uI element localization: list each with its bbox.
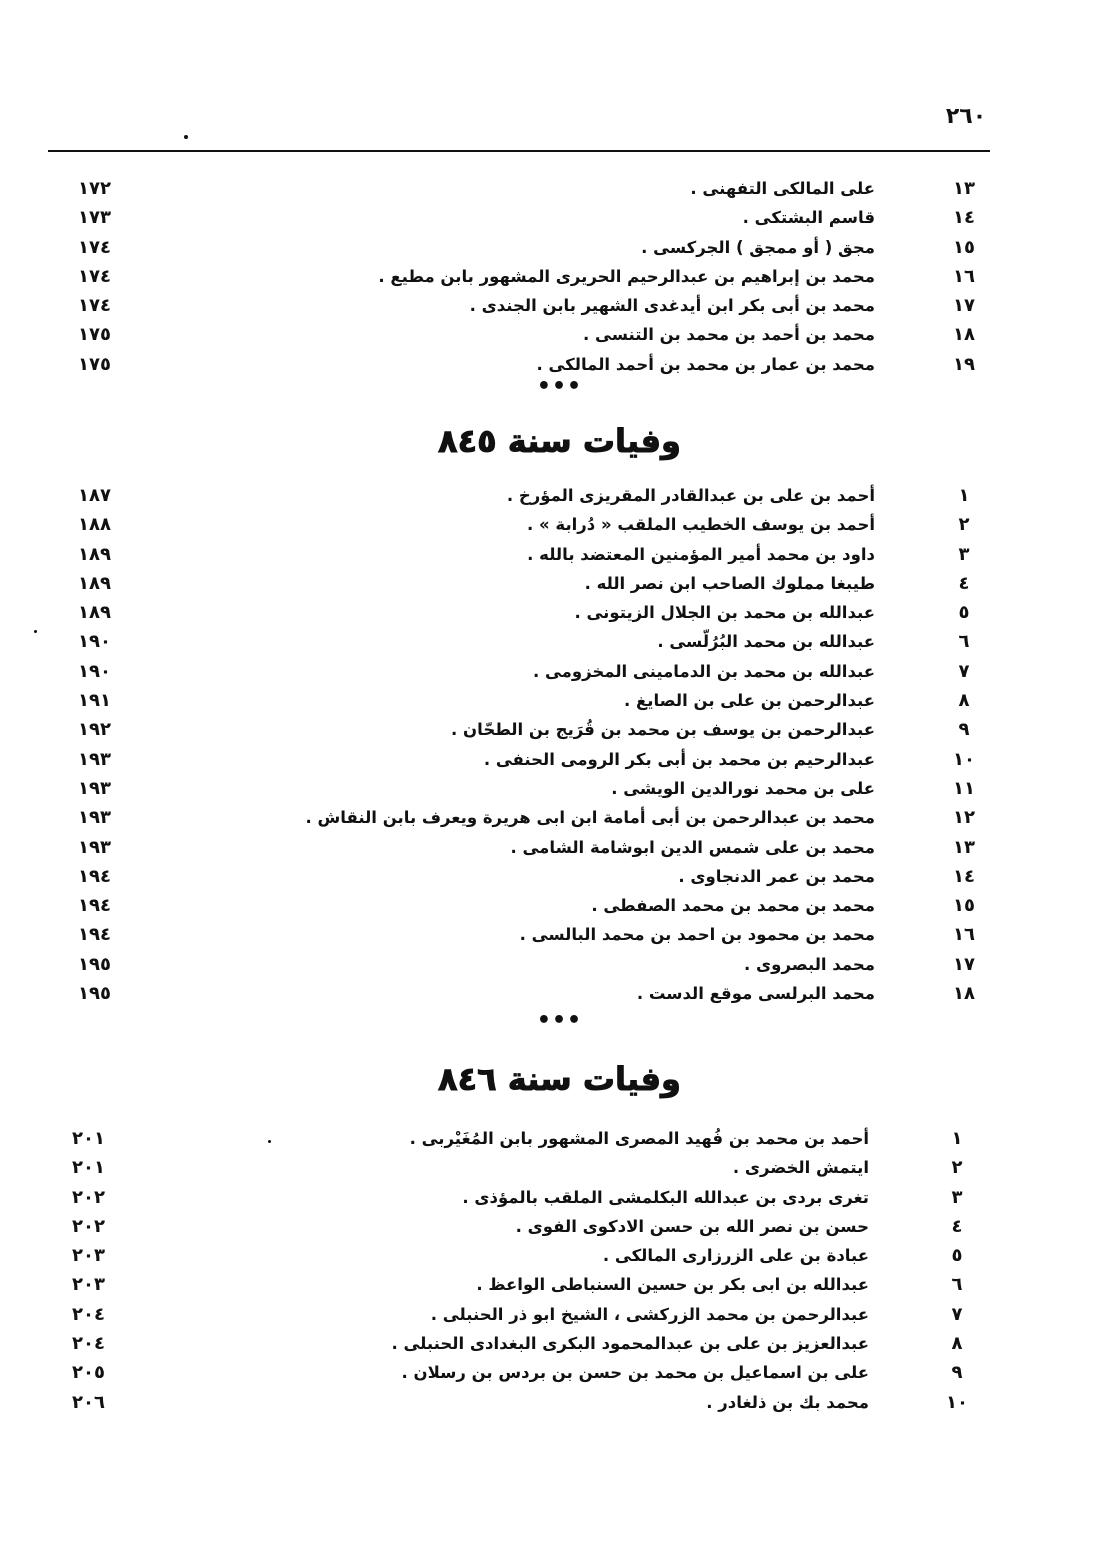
entry-number: ١٢ xyxy=(953,807,975,829)
entry-number: ١ xyxy=(951,1128,963,1149)
list-item xyxy=(0,598,1119,627)
entry-page-ref: ١٨٨ xyxy=(78,514,111,536)
entry-name: تغرى بردى بن عبدالله البكلمشى الملقب بالمؤذى . xyxy=(462,1187,869,1207)
list-item xyxy=(0,291,1119,320)
entry-page-ref: ١٧٤ xyxy=(78,295,111,317)
entry-page-ref: ٢٠٢ xyxy=(72,1186,105,1208)
entry-page-ref: ١٧٣ xyxy=(78,207,111,229)
entry-page-ref: ٢٠٣ xyxy=(72,1274,105,1296)
entry-name: محمد بن أبى بكر ابن أيدغدى الشهير بابن الجندى . xyxy=(469,296,875,316)
list-item xyxy=(0,745,1119,774)
entry-number: ١ xyxy=(958,485,970,506)
print-speck xyxy=(184,135,188,139)
entry-page-ref: ٢٠٢ xyxy=(72,1215,105,1237)
entry-number: ١٨ xyxy=(953,983,975,1005)
entry-name: على بن اسماعيل بن محمد بن حسن بن بردس بن رسلان . xyxy=(401,1363,869,1383)
entry-name: قاسم البشتكى . xyxy=(742,208,875,228)
list-item xyxy=(0,569,1119,598)
entry-number: ١٥ xyxy=(953,236,975,258)
entry-number: ٨ xyxy=(951,1333,963,1355)
entry-page-ref: ٢٠٣ xyxy=(72,1245,105,1267)
entry-number: ٦ xyxy=(951,1274,963,1296)
entry-number: ٩ xyxy=(958,719,970,741)
entry-name: عبدالرحمن بن محمد الزركشى ، الشيخ ابو ذر الحنبلى . xyxy=(430,1304,869,1324)
entry-page-ref: ١٩٥ xyxy=(78,983,111,1005)
entry-name: أحمد بن يوسف الخطيب الملقب « دُرابة » . xyxy=(527,515,875,535)
entry-name: عبدالله بن ابى بكر بن حسين السنباطى الواعظ . xyxy=(476,1275,869,1295)
list-item xyxy=(0,510,1119,539)
entry-number: ٨ xyxy=(958,690,970,712)
entry-number: ١٧ xyxy=(953,953,975,975)
entry-page-ref: ١٨٩ xyxy=(78,572,111,594)
entry-page-ref: ١٨٩ xyxy=(78,543,111,565)
entry-number: ١٧ xyxy=(953,295,975,317)
entry-number: ١٤ xyxy=(953,865,975,887)
entry-page-ref: ١٩٣ xyxy=(78,748,111,770)
entry-name: عبدالله بن محمد بن الدمامينى المخزومى . xyxy=(532,661,875,681)
list-item xyxy=(0,1124,1119,1153)
entry-number: ٧ xyxy=(951,1303,963,1325)
entry-name: محمد بن عمار بن محمد بن أحمد المالكى . xyxy=(536,354,875,374)
section-separator: ••• xyxy=(536,374,583,399)
entry-name: محمد بن عمر الدنجاوى . xyxy=(678,866,875,886)
entry-name: محمد بك بن ذلغادر . xyxy=(706,1392,869,1412)
entry-number: ٩ xyxy=(951,1362,963,1384)
entry-page-ref: ١٧٤ xyxy=(78,236,111,258)
entry-name: عبادة بن على الزرزارى المالكى . xyxy=(602,1246,869,1266)
entry-page-ref: ١٩٣ xyxy=(78,777,111,799)
entry-number: ٤ xyxy=(958,572,970,594)
list-item xyxy=(0,657,1119,686)
entry-name: محمد بن عبدالرحمن بن أبى أمامة ابن ابى هريرة ويعرف بابن النقاش . xyxy=(305,808,875,828)
entry-name: محمد بن أحمد بن محمد بن التنسى . xyxy=(583,325,875,345)
entry-name: محمد بن محمود بن احمد بن محمد البالسى . xyxy=(519,925,875,945)
entry-number: ٢ xyxy=(958,514,970,536)
entry-name: داود بن محمد أمير المؤمنين المعتضد بالله . xyxy=(527,544,875,564)
list-item xyxy=(0,1358,1119,1387)
entry-page-ref: ١٩٥ xyxy=(78,953,111,975)
list-item xyxy=(0,862,1119,891)
entry-number: ١٣ xyxy=(953,178,975,199)
list-item xyxy=(0,1329,1119,1358)
list-item xyxy=(0,203,1119,232)
list-item xyxy=(0,540,1119,569)
entry-page-ref: ٢٠٥ xyxy=(72,1362,105,1384)
list-item xyxy=(0,1153,1119,1182)
entry-page-ref: ٢٠١ xyxy=(72,1128,105,1149)
entry-number: ٣ xyxy=(951,1186,963,1208)
entry-number: ٣ xyxy=(958,543,970,565)
entry-number: ١٨ xyxy=(953,324,975,346)
list-item xyxy=(0,481,1119,510)
entry-number: ١٦ xyxy=(953,265,975,287)
entry-name: عبدالرحمن بن على بن الصايغ . xyxy=(623,691,875,711)
entry-number: ١٦ xyxy=(953,924,975,946)
section-separator: ••• xyxy=(536,1008,583,1033)
entries-list-846 xyxy=(0,1124,1119,1417)
list-item xyxy=(0,1241,1119,1270)
entry-page-ref: ٢٠٤ xyxy=(72,1333,105,1355)
list-item xyxy=(0,627,1119,656)
list-item xyxy=(0,1388,1119,1417)
entry-page-ref: ١٩٠ xyxy=(78,631,111,653)
entry-page-ref: ١٩١ xyxy=(78,690,111,712)
list-item xyxy=(0,950,1119,979)
page-number: ٢٦٠ xyxy=(945,104,987,129)
list-item xyxy=(0,233,1119,262)
entry-name: عبدالرحيم بن محمد بن أبى بكر الرومى الحنفى . xyxy=(483,749,875,769)
entry-number: ١٠ xyxy=(946,1391,968,1413)
entry-name: ايتمش الخضرى . xyxy=(732,1158,869,1178)
entry-number: ٥ xyxy=(951,1245,963,1267)
list-item xyxy=(0,715,1119,744)
list-item xyxy=(0,1270,1119,1299)
entry-name: محمد بن إبراهيم بن عبدالرحيم الحريرى المشهور بابن مطيع . xyxy=(378,266,875,286)
entry-number: ٦ xyxy=(958,631,970,653)
list-item xyxy=(0,774,1119,803)
entry-name: أحمد بن على بن عبدالقادر المقريزى المؤرخ . xyxy=(506,486,875,505)
header-rule xyxy=(48,150,990,152)
entries-list-845 xyxy=(0,481,1119,1008)
list-item xyxy=(0,686,1119,715)
entry-name: مجق ( أو ممجق ) الجركسى . xyxy=(641,237,875,257)
entry-name: أحمد بن محمد بن فُهيد المصرى المشهور بابن المُغَيْربى . xyxy=(409,1129,869,1148)
entry-page-ref: ١٩٠ xyxy=(78,660,111,682)
list-item xyxy=(0,174,1119,203)
entry-page-ref: ٢٠٦ xyxy=(72,1391,105,1413)
entry-page-ref: ١٩٤ xyxy=(78,924,111,946)
entry-name: عبدالله بن محمد بن الجلال الزيتونى . xyxy=(574,603,875,623)
entry-page-ref: ٢٠١ xyxy=(72,1157,105,1179)
entry-page-ref: ١٩٣ xyxy=(78,836,111,858)
list-item xyxy=(0,803,1119,832)
entry-number: ١٣ xyxy=(953,836,975,858)
list-item xyxy=(0,1300,1119,1329)
entry-page-ref: ١٩٣ xyxy=(78,807,111,829)
list-item xyxy=(0,262,1119,291)
entry-number: ١٩ xyxy=(953,353,975,375)
entry-number: ٥ xyxy=(958,602,970,624)
entry-page-ref: ١٧٤ xyxy=(78,265,111,287)
entry-name: على المالكى التفهنى . xyxy=(690,179,875,198)
entries-list-continued xyxy=(0,174,1119,379)
entry-page-ref: ١٧٢ xyxy=(78,178,111,199)
section-title-846: وفيات سنة ٨٤٦ xyxy=(438,1060,681,1098)
entry-number: ١١ xyxy=(953,777,975,799)
list-item xyxy=(0,1183,1119,1212)
entry-page-ref: ١٩٤ xyxy=(78,865,111,887)
entry-number: ١٤ xyxy=(953,207,975,229)
entry-name: عبدالله بن محمد البُرُلّسى . xyxy=(657,632,875,652)
entry-name: حسن بن نصر الله بن حسن الادكوى الفوى . xyxy=(515,1216,869,1236)
entry-name: عبدالعزيز بن على بن عبدالمحمود البكرى البغدادى الحنبلى . xyxy=(391,1334,869,1354)
entry-number: ١٥ xyxy=(953,895,975,917)
entry-name: محمد بن على شمس الدين ابوشامة الشامى . xyxy=(510,837,875,857)
entry-page-ref: ١٧٥ xyxy=(78,324,111,346)
entry-name: طيبغا مملوك الصاحب ابن نصر الله . xyxy=(584,573,875,593)
entry-number: ٤ xyxy=(951,1215,963,1237)
list-item xyxy=(0,891,1119,920)
entry-page-ref: ٢٠٤ xyxy=(72,1303,105,1325)
entry-name: عبدالرحمن بن يوسف بن محمد بن قُرَيج بن الطحّان . xyxy=(451,720,875,740)
entry-number: ٧ xyxy=(958,660,970,682)
entry-number: ٢ xyxy=(951,1157,963,1179)
list-item xyxy=(0,979,1119,1008)
list-item xyxy=(0,920,1119,949)
list-item xyxy=(0,1212,1119,1241)
entry-name: على بن محمد نورالدين الويشى . xyxy=(611,778,875,798)
entry-page-ref: ١٧٥ xyxy=(78,353,111,375)
entry-number: ١٠ xyxy=(953,748,975,770)
list-item xyxy=(0,833,1119,862)
entry-name: محمد البرلسى موقع الدست . xyxy=(636,984,875,1004)
entry-page-ref: ١٩٤ xyxy=(78,895,111,917)
section-title-845: وفيات سنة ٨٤٥ xyxy=(438,422,681,460)
entry-page-ref: ١٨٧ xyxy=(78,485,111,506)
entry-page-ref: ١٩٢ xyxy=(78,719,111,741)
list-item xyxy=(0,320,1119,349)
entry-name: محمد بن محمد بن محمد الصفطى . xyxy=(591,896,875,916)
entry-name: محمد البصروى . xyxy=(744,954,875,974)
entry-page-ref: ١٨٩ xyxy=(78,602,111,624)
